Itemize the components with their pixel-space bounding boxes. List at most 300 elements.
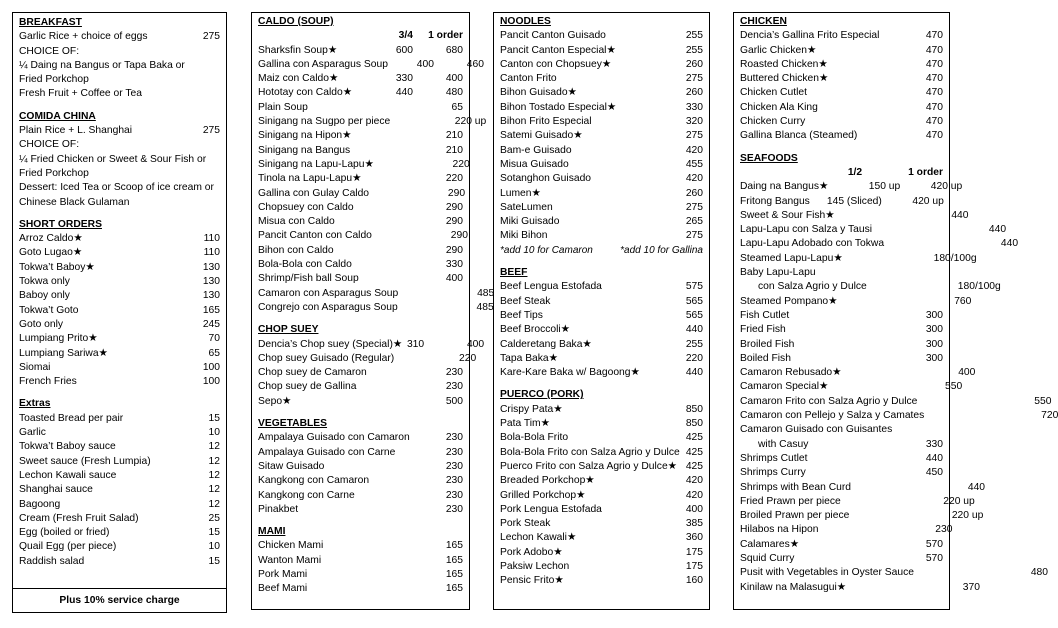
menu-item-prices	[809, 338, 943, 352]
menu-item-price-full: 400	[958, 367, 976, 379]
menu-item-name: French Fries	[19, 376, 77, 388]
menu-item-price-partial	[809, 323, 881, 337]
menu-item-name: Chicken Curry	[740, 116, 806, 128]
menu-item-prices	[390, 115, 486, 129]
menu-item-price-partial	[835, 209, 907, 223]
menu-item-name: Beef Broccoli★	[500, 324, 570, 336]
menu-item-prices	[388, 58, 484, 72]
menu-item-name: Shrimps Curry	[740, 467, 806, 479]
menu-item-name: Lumen★	[500, 187, 541, 199]
menu-item	[500, 29, 703, 43]
menu-item	[500, 215, 703, 229]
menu-item-prices	[367, 72, 463, 86]
menu-item	[19, 59, 220, 73]
menu-item	[19, 347, 220, 361]
menu-item	[500, 352, 703, 366]
menu-item-name: Fried Prawn per piece	[740, 495, 841, 507]
noodles-note-camaron: *add 10 for Camaron	[500, 244, 593, 256]
menu-item-name: Chop suey Guisado (Regular)	[258, 352, 395, 364]
menu-item-price: 850	[685, 403, 703, 415]
menu-item-prices	[809, 323, 943, 337]
menu-item-price-full: 290	[445, 216, 463, 228]
menu-item-prices	[809, 466, 943, 480]
menu-item-price-partial	[809, 352, 881, 366]
menu-item	[740, 366, 976, 380]
menu-item-price: 275	[202, 31, 220, 43]
menu-item	[19, 289, 220, 303]
menu-item-name: Fried Fish	[740, 324, 786, 336]
menu-item-name: with Casuy	[758, 438, 809, 450]
menu-item-price-full: 480	[445, 87, 463, 99]
seafoods-list	[740, 180, 1058, 595]
menu-item-price: 175	[685, 560, 703, 572]
menu-item-name: Garlic Chicken★	[740, 44, 817, 56]
menu-item	[740, 252, 977, 266]
menu-item-prices	[846, 581, 980, 595]
menu-item-name: Tokwa only	[19, 276, 70, 288]
menu-item-name: Daing na Bangus★	[740, 181, 829, 193]
menu-item-prices	[369, 187, 465, 201]
menu-item-price-full: 420 up	[930, 181, 963, 193]
menu-item-price-partial: 145 (Sliced)	[826, 195, 882, 207]
menu-item-price-full	[888, 266, 950, 280]
menu-item-price-partial	[809, 452, 881, 466]
menu-item-prices	[924, 409, 1058, 423]
menu-item-price: 165	[445, 568, 463, 580]
menu-item	[500, 474, 703, 488]
menu-item	[19, 73, 220, 87]
menu-item-name: Bihon Tostado Especial★	[500, 101, 617, 113]
menu-item-price-partial	[809, 466, 881, 480]
menu-item	[258, 258, 463, 272]
menu-item	[740, 466, 943, 480]
menu-item-prices	[367, 258, 463, 272]
menu-item-name: Pork Lengua Estofada	[500, 503, 602, 515]
menu-item-name: Shrimps with Bean Curd	[740, 481, 852, 493]
menu-item-name: Garlic Rice + choice of eggs	[19, 31, 148, 43]
seafoods-header-half: 1/2	[847, 166, 863, 178]
menu-item	[258, 489, 463, 503]
menu-item	[19, 304, 220, 318]
menu-item-price-partial	[914, 566, 986, 580]
menu-item-price: 255	[685, 30, 703, 42]
menu-item-name: Dencia’s Gallina Frito Especial	[740, 30, 880, 42]
menu-item-name: Kare-Kare Baka w/ Bagoong★	[500, 367, 640, 379]
menu-item-price-partial	[837, 295, 909, 309]
menu-item-name: Chop suey de Camaron	[258, 367, 367, 379]
section-title-vegetables: VEGETABLES	[258, 418, 328, 430]
menu-item-price-partial	[849, 509, 921, 523]
menu-item-price-full: 570	[925, 538, 943, 550]
menu-item-price-partial: 150 up	[868, 181, 901, 193]
menu-item	[19, 540, 220, 554]
menu-item-price-partial	[367, 129, 413, 143]
menu-item	[258, 395, 463, 409]
menu-item-price: 65	[208, 347, 220, 359]
section-title-noodles: NOODLES	[500, 16, 551, 27]
menu-item	[258, 101, 463, 115]
menu-item	[19, 469, 220, 483]
menu-item	[258, 554, 463, 568]
caldo-list	[258, 44, 495, 316]
menu-item	[500, 86, 703, 100]
menu-item-name: Gallina con Asparagus Soup	[258, 58, 388, 70]
menu-item-price-partial	[851, 481, 923, 495]
menu-item-prices	[816, 266, 950, 280]
menu-item-price: 470	[925, 101, 943, 113]
menu-item-prices	[872, 223, 1006, 237]
menu-item-name: Beef Steak	[500, 295, 551, 307]
menu-item	[258, 301, 494, 315]
menu-item	[19, 153, 220, 167]
menu-item-price: 165	[445, 554, 463, 566]
menu-item-price: 15	[208, 412, 220, 424]
menu-item	[19, 512, 220, 526]
menu-item-name: Miki Bihon	[500, 230, 548, 242]
menu-item-price: 160	[685, 575, 703, 587]
menu-item-name: Puerco Frito con Salza Agrio y Dulce★	[500, 460, 677, 472]
noodles-list	[500, 29, 703, 243]
menu-column-4	[733, 12, 1058, 610]
menu-item	[740, 72, 943, 86]
menu-item-name: Misua Guisado	[500, 158, 569, 170]
menu-item	[740, 509, 984, 523]
menu-item-name: Sotanghon Guisado	[500, 173, 592, 185]
menu-item-prices	[367, 101, 463, 115]
menu-item	[740, 309, 943, 323]
menu-item-price: 425	[685, 446, 703, 458]
menu-item-name: Ampalaya Guisado con Carne	[258, 446, 396, 458]
caldo-header-three-quarter: 3/4	[398, 30, 413, 42]
menu-item-name: Bagoong	[19, 498, 61, 510]
menu-item	[500, 144, 703, 158]
menu-item	[19, 87, 220, 101]
seafoods-size-header	[740, 166, 943, 180]
menu-item-price-partial	[841, 366, 913, 380]
menu-item-name: Tinola na Lapu-Lapu★	[258, 173, 362, 185]
menu-item-price: 360	[685, 532, 703, 544]
menu-column-1	[12, 12, 227, 613]
menu-item-name: Chicken Cutlet	[740, 87, 807, 99]
menu-item	[258, 474, 463, 488]
menu-item-name: Satemi Guisado★	[500, 130, 583, 142]
menu-item	[258, 244, 463, 258]
menu-item-name: Chopsuey con Caldo	[258, 201, 354, 213]
menu-item-name: ¼ Daing na Bangus or Tapa Baka or	[19, 59, 185, 71]
menu-item	[500, 366, 703, 380]
menu-item-price: 10	[208, 427, 220, 439]
menu-item	[740, 266, 943, 280]
menu-item-name: Grilled Porkchop★	[500, 489, 586, 501]
menu-item	[740, 101, 943, 115]
menu-item-price: 230	[445, 432, 463, 444]
menu-column-2	[251, 12, 495, 610]
menu-item	[500, 309, 703, 323]
menu-item	[19, 555, 220, 569]
menu-item-name: Beef Lengua Estofada	[500, 281, 602, 293]
menu-item	[258, 431, 463, 445]
menu-item-price: 12	[208, 455, 220, 467]
menu-item	[740, 86, 943, 100]
menu-item-prices	[914, 566, 1048, 580]
menu-item-name: Shanghai sauce	[19, 484, 93, 496]
menu-item-price-full: 440	[988, 224, 1007, 236]
menu-item-price-partial	[809, 309, 881, 323]
menu-item-price-full: 300	[925, 324, 943, 336]
menu-item-name: Buttered Chicken★	[740, 73, 829, 85]
menu-item-price: 230	[445, 503, 463, 515]
menu-item-prices	[828, 180, 962, 194]
menu-item-name: Pancit Canton Especial★	[500, 44, 616, 56]
menu-item-price-partial	[367, 244, 413, 258]
menu-item	[258, 58, 484, 72]
menu-item-price-partial	[369, 187, 415, 201]
menu-item-prices	[367, 144, 463, 158]
beef-list	[500, 280, 703, 380]
menu-item-price-full: 230	[445, 381, 463, 393]
menu-item	[19, 275, 220, 289]
menu-item-name: Chicken Ala King	[740, 101, 818, 113]
menu-item-price: 12	[208, 441, 220, 453]
menu-item-price: 330	[685, 101, 703, 113]
menu-item	[740, 495, 975, 509]
menu-item	[500, 323, 703, 337]
menu-item-price-full: 300	[925, 338, 943, 350]
menu-item-name: Siomai	[19, 361, 51, 373]
menu-item-name: Pork Mami	[258, 568, 308, 580]
menu-item-price: 275	[685, 230, 703, 242]
service-charge-note: Plus 10% service charge	[13, 588, 226, 612]
menu-item-price: 565	[685, 295, 703, 307]
menu-item-price: 420	[685, 489, 703, 501]
menu-item-name: Lechon Kawali★	[500, 532, 577, 544]
menu-item	[500, 460, 703, 474]
section-title-chicken: CHICKEN	[740, 16, 787, 27]
menu-item-name: Bola-Bola Frito	[500, 432, 569, 444]
menu-item-price-partial	[816, 266, 888, 280]
menu-item	[500, 158, 703, 172]
noodles-add-note	[500, 244, 703, 258]
menu-item-price-full: 440	[967, 481, 986, 493]
puerco-list	[500, 403, 703, 589]
menu-item-name: Bihon con Caldo	[258, 244, 334, 256]
menu-item-name: SateLumen	[500, 201, 553, 213]
menu-item	[500, 503, 703, 517]
menu-item	[500, 295, 703, 309]
menu-item-prices	[884, 237, 1018, 251]
menu-item	[19, 455, 220, 469]
menu-item-prices	[367, 215, 463, 229]
menu-item-name: Lapu-Lapu Adobado con Tokwa	[740, 238, 885, 250]
menu-item	[740, 538, 943, 552]
menu-item-price-partial: 400	[416, 58, 434, 70]
menu-item-name: Goto only	[19, 318, 64, 330]
menu-item-price-full: 550	[945, 381, 963, 393]
menu-item-price: 110	[203, 233, 220, 245]
menu-item-price: 110	[203, 247, 220, 259]
noodles-note-gallina: *add 10 for Gallina	[620, 244, 703, 256]
menu-item-name: Bihon Guisado★	[500, 87, 577, 99]
menu-item-prices	[849, 509, 983, 523]
menu-item-price-full: 220	[452, 158, 470, 170]
menu-item	[740, 280, 1001, 294]
menu-item-name: Lumpiang Sariwa★	[19, 347, 108, 359]
menu-item-name: Ampalaya Guisado con Camaron	[258, 432, 410, 444]
menu-item-price-partial	[367, 101, 413, 115]
menu-item-prices	[809, 452, 943, 466]
menu-item-price-full: 220 up	[951, 510, 984, 522]
menu-item-name: Sinigang na Hipon★	[258, 130, 352, 142]
menu-item-price-full: 230	[935, 524, 953, 536]
menu-item-price-full: 370	[962, 581, 980, 593]
menu-item-name: Sinigang na Lapu-Lapu★	[258, 158, 374, 170]
menu-item-name: Chop suey de Gallina	[258, 381, 357, 393]
menu-item-price-full: 400	[466, 338, 485, 350]
menu-item	[19, 246, 220, 260]
menu-item	[500, 560, 703, 574]
menu-item-price-partial	[872, 223, 944, 237]
menu-item-price-partial	[390, 115, 436, 129]
menu-item-price-full: 300	[925, 352, 943, 364]
menu-item	[258, 144, 463, 158]
menu-item	[500, 403, 703, 417]
menu-item-price: 230	[445, 446, 463, 458]
menu-item-price-partial	[809, 438, 881, 452]
menu-item-price-partial: 600	[395, 44, 413, 56]
menu-item-name: Calderetang Baka★	[500, 338, 592, 350]
section-title-comida-china: COMIDA CHINA	[19, 110, 96, 122]
menu-item	[19, 30, 220, 44]
menu-item-name: Dessert: Iced Tea or Scoop of ice cream or	[19, 182, 214, 194]
section-title-beef: BEEF	[500, 267, 528, 279]
section-title-extras: Extras	[19, 398, 51, 410]
menu-item-price-partial	[381, 366, 403, 380]
menu-item	[258, 129, 463, 143]
menu-item-price-partial	[398, 301, 444, 315]
vegetables-list	[258, 431, 463, 517]
menu-item	[740, 523, 953, 537]
menu-item-price: 470	[925, 116, 943, 128]
menu-item-name: Sinigang na Bangus	[258, 144, 351, 156]
menu-item	[19, 440, 220, 454]
menu-item-name: Congrejo con Asparagus Soup	[258, 301, 398, 313]
menu-item-prices	[809, 352, 943, 366]
menu-item-name: Garlic	[19, 427, 46, 439]
menu-item-name: Fried Porkchop	[19, 167, 89, 179]
menu-item	[500, 172, 703, 186]
menu-item-name: Crispy Pata★	[500, 403, 563, 415]
menu-item-name: Fish Cutlet	[740, 309, 790, 321]
menu-item-name: Bihon Frito Especial	[500, 116, 592, 128]
menu-item	[500, 129, 703, 143]
menu-item-price-partial	[367, 272, 413, 286]
menu-item	[740, 237, 1019, 251]
menu-item-price: 15	[208, 527, 220, 539]
menu-item	[740, 481, 986, 495]
menu-item-price: 420	[685, 144, 703, 156]
menu-item-price-full: 460	[466, 58, 484, 70]
menu-item-price: 470	[925, 30, 943, 42]
menu-item	[258, 44, 463, 58]
menu-item-name: Pinakbet	[258, 503, 299, 515]
menu-item	[740, 180, 963, 194]
menu-item	[19, 332, 220, 346]
menu-item-name: Maiz con Caldo★	[258, 73, 339, 85]
menu-item-name: Gallina Blanca (Steamed)	[740, 130, 858, 142]
menu-item-price: 100	[202, 376, 220, 388]
menu-item-prices	[398, 301, 494, 315]
menu-item	[258, 215, 463, 229]
menu-item-name: Calamares★	[740, 538, 800, 550]
menu-item-price-full: 220 up	[943, 495, 975, 507]
menu-item-price: 230	[445, 460, 463, 472]
menu-item-price-partial	[846, 581, 918, 595]
menu-item	[740, 452, 943, 466]
menu-item-price-partial	[809, 338, 881, 352]
menu-item-name: Kangkong con Camaron	[258, 475, 370, 487]
menu-item-price: 420	[685, 475, 703, 487]
menu-item	[740, 380, 963, 394]
menu-item-prices	[394, 352, 476, 366]
menu-item-price-partial	[367, 215, 413, 229]
menu-item-name: Dencia’s Chop suey (Special)★	[258, 338, 403, 350]
menu-item-price: 130	[202, 261, 220, 273]
menu-item-name: Fried Porkchop	[19, 74, 89, 86]
menu-item-price-full: 230	[445, 367, 463, 379]
menu-item-name: Lechon Kawali sauce	[19, 469, 117, 481]
menu-item-name: Canton Frito	[500, 73, 557, 85]
menu-item-price-full: 300	[925, 309, 943, 321]
menu-column-3	[493, 12, 710, 610]
section-title-short-orders: SHORT ORDERS	[19, 218, 102, 230]
menu-item-name: Fresh Fruit + Coffee or Tea	[19, 88, 142, 100]
menu-item	[19, 261, 220, 275]
menu-item	[500, 417, 703, 431]
section-title-mami: MAMI	[258, 526, 286, 538]
menu-item	[258, 229, 468, 243]
menu-item	[740, 409, 1058, 423]
menu-item	[19, 181, 220, 195]
menu-item-prices	[867, 280, 1001, 294]
menu-item-name: Camaron Rebusado★	[740, 367, 842, 379]
menu-item-name: Quail Egg (per piece)	[19, 541, 117, 553]
menu-item-name: Wanton Mami	[258, 554, 322, 566]
menu-item-price-partial	[367, 258, 413, 272]
menu-item	[19, 318, 220, 332]
menu-item-prices	[835, 209, 969, 223]
menu-item-price: 15	[208, 555, 220, 567]
menu-item-price-full: 180/100g	[933, 252, 977, 264]
menu-item	[19, 361, 220, 375]
menu-item-price: 175	[685, 546, 703, 558]
menu-item-price: 470	[925, 44, 943, 56]
menu-item-price: 420	[685, 173, 703, 185]
menu-item-name: Baboy only	[19, 290, 70, 302]
menu-item-prices	[809, 538, 943, 552]
menu-item-prices	[367, 86, 463, 100]
menu-item-price-full: 440	[925, 452, 943, 464]
menu-item-price: 470	[925, 58, 943, 70]
menu-item	[500, 187, 703, 201]
menu-item	[19, 375, 220, 389]
menu-item	[500, 574, 703, 588]
menu-item-name: CHOICE OF:	[19, 45, 80, 57]
menu-item-prices	[809, 309, 943, 323]
menu-item	[258, 352, 477, 366]
seafoods-header-one-order: 1 order	[908, 166, 943, 178]
menu-item-price-partial	[381, 395, 403, 409]
menu-item	[500, 280, 703, 294]
